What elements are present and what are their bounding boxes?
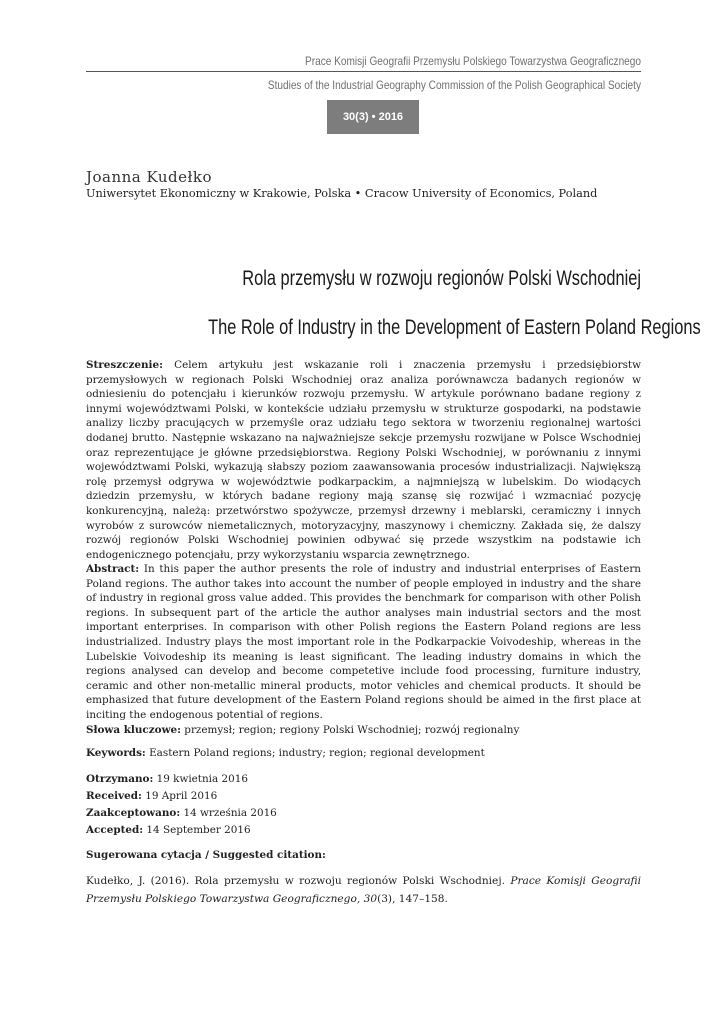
keywords-en-text: Eastern Poland regions; industry; region; regional development (149, 747, 485, 759)
keywords-pl (86, 723, 641, 738)
keywords-pl-text: przemysł; region; regiony Polski Wschodniej; rozwój regionalny (184, 724, 520, 736)
keywords-en-label: Keywords: (86, 747, 146, 759)
citation-authors-title: Kudełko, J. (2016). Rola przemysłu w rozwoju regionów Polski Wschodniej. (86, 875, 505, 887)
article-title-en: The Role of Industry in the Development of Eastern Poland Regions (208, 316, 701, 339)
date-label: Received: (86, 790, 142, 802)
date-value: 19 kwietnia 2016 (156, 773, 248, 785)
date-value: 19 April 2016 (145, 790, 218, 802)
dates-block (86, 771, 641, 839)
date-accepted-en (86, 822, 641, 839)
date-accepted-pl (86, 805, 641, 822)
citation-volume: 30 (363, 893, 378, 905)
date-received-en (86, 788, 641, 805)
issue-badge: 30(3) • 2016 (327, 100, 419, 134)
journal-title-pl: Prace Komisji Geografii Przemysłu Polskiego Towarzystwa Geograficznego (305, 54, 641, 68)
date-label: Accepted: (86, 824, 144, 836)
abstract-en (86, 562, 641, 723)
citation-issue-pages: (3), 147–158. (377, 893, 448, 905)
keywords-en (86, 746, 641, 761)
citation-journal: Prace Komisji Geografii Przemysłu Polskiego Towarzystwa Geograficznego, (86, 875, 641, 905)
abstract-pl (86, 358, 641, 562)
citation-body (86, 872, 641, 908)
journal-title-en: Studies of the Industrial Geography Commission of the Polish Geographical Society (267, 78, 641, 92)
author-affiliation: Uniwersytet Ekonomiczny w Krakowie, Polska • Cracow University of Economics, Poland (86, 187, 598, 200)
abstract-en-text: In this paper the author presents the role of industry and industrial enterprises of Eastern Poland regions. The author takes into account the number of people employed in industry and the share of industry in regional gross value added. This provides the benchmark for comparison with other Polish regions. In subsequent part of the article the author analyses main industrial sectors and the most important enterprises. In comparison with other Polish regions the Eastern Poland regions are less industrialized. Industry plays the most important role in the Podkarpackie Voivodeship, whereas in the Lubelskie Voivodeship its meaning is least significant. The leading industry domains in which the regions analysed can develop and become competetive include food processing, furniture industry, ceramic and other non-metallic mineral products, motor vehicles and chemical products. It should be emphasized that future development of the Eastern Poland regions should be aimed in the first place at inciting the endogenous potential of regions. (86, 563, 641, 721)
date-value: 14 września 2016 (183, 807, 277, 819)
abstract-en-label: Abstract: (86, 563, 140, 575)
citation-heading: Sugerowana cytacja / Suggested citation: (86, 849, 326, 861)
date-label: Zaakceptowano: (86, 807, 181, 819)
author-name: Joanna Kudełko (86, 168, 213, 186)
abstract-pl-label: Streszczenie: (86, 359, 163, 371)
date-value: 14 September 2016 (146, 824, 251, 836)
header-rule (86, 71, 641, 72)
article-title-pl: Rola przemysłu w rozwoju regionów Polski Wschodniej (242, 267, 641, 290)
abstract-pl-text: Celem artykułu jest wskazanie roli i znaczenia przemysłu i przedsiębiorstw przemysłowych w regionach Polski Wschodniej oraz analiza porównawcza badanych regionów w odniesieniu do potencjału i kierunków rozwoju przemysłu. W artykule porównano badane regiony z innymi województwami Polski, w kontekście udziału przemysłu w strukturze gospodarki, na podstawie analizy liczby pracujących w przemyśle oraz udziału tego sektora w tworzeniu regionalnej wartości dodanej brutto. Następnie wskazano na najważniejsze sekcje przemysłu rozwijane w Polsce Wschodniej oraz reprezentujące je główne przedsiębiorstwa. Regiony Polski Wschodniej, w porównaniu z innymi województwami Polski, wykazują słabszy poziom zaawansowania procesów industrializacji. Największą rolę przemysł odgrywa w województwie podkarpackim, a najmniejszą w lubelskim. Do wiodących dziedzin przemysłu, w których badane regiony mają szansę się rozwijać i wzmacniać pozycję konkurencyjną, należą: przetwórstwo spożywcze, przemysł drzewny i meblarski, ceramiczny i innych wyrobów z surowców niemetalicznych, motoryzacyjny, maszynowy i chemiczny. Zakłada się, że dalszy rozwój regionów Polski Wschodniej powinien odbywać się przede wszystkim na podstawie ich endogenicznego potencjału, przy wykorzystaniu wsparcia zewnętrznego. (86, 359, 641, 561)
date-received-pl (86, 771, 641, 788)
date-label: Otrzymano: (86, 773, 154, 785)
keywords-pl-label: Słowa kluczowe: (86, 724, 181, 736)
